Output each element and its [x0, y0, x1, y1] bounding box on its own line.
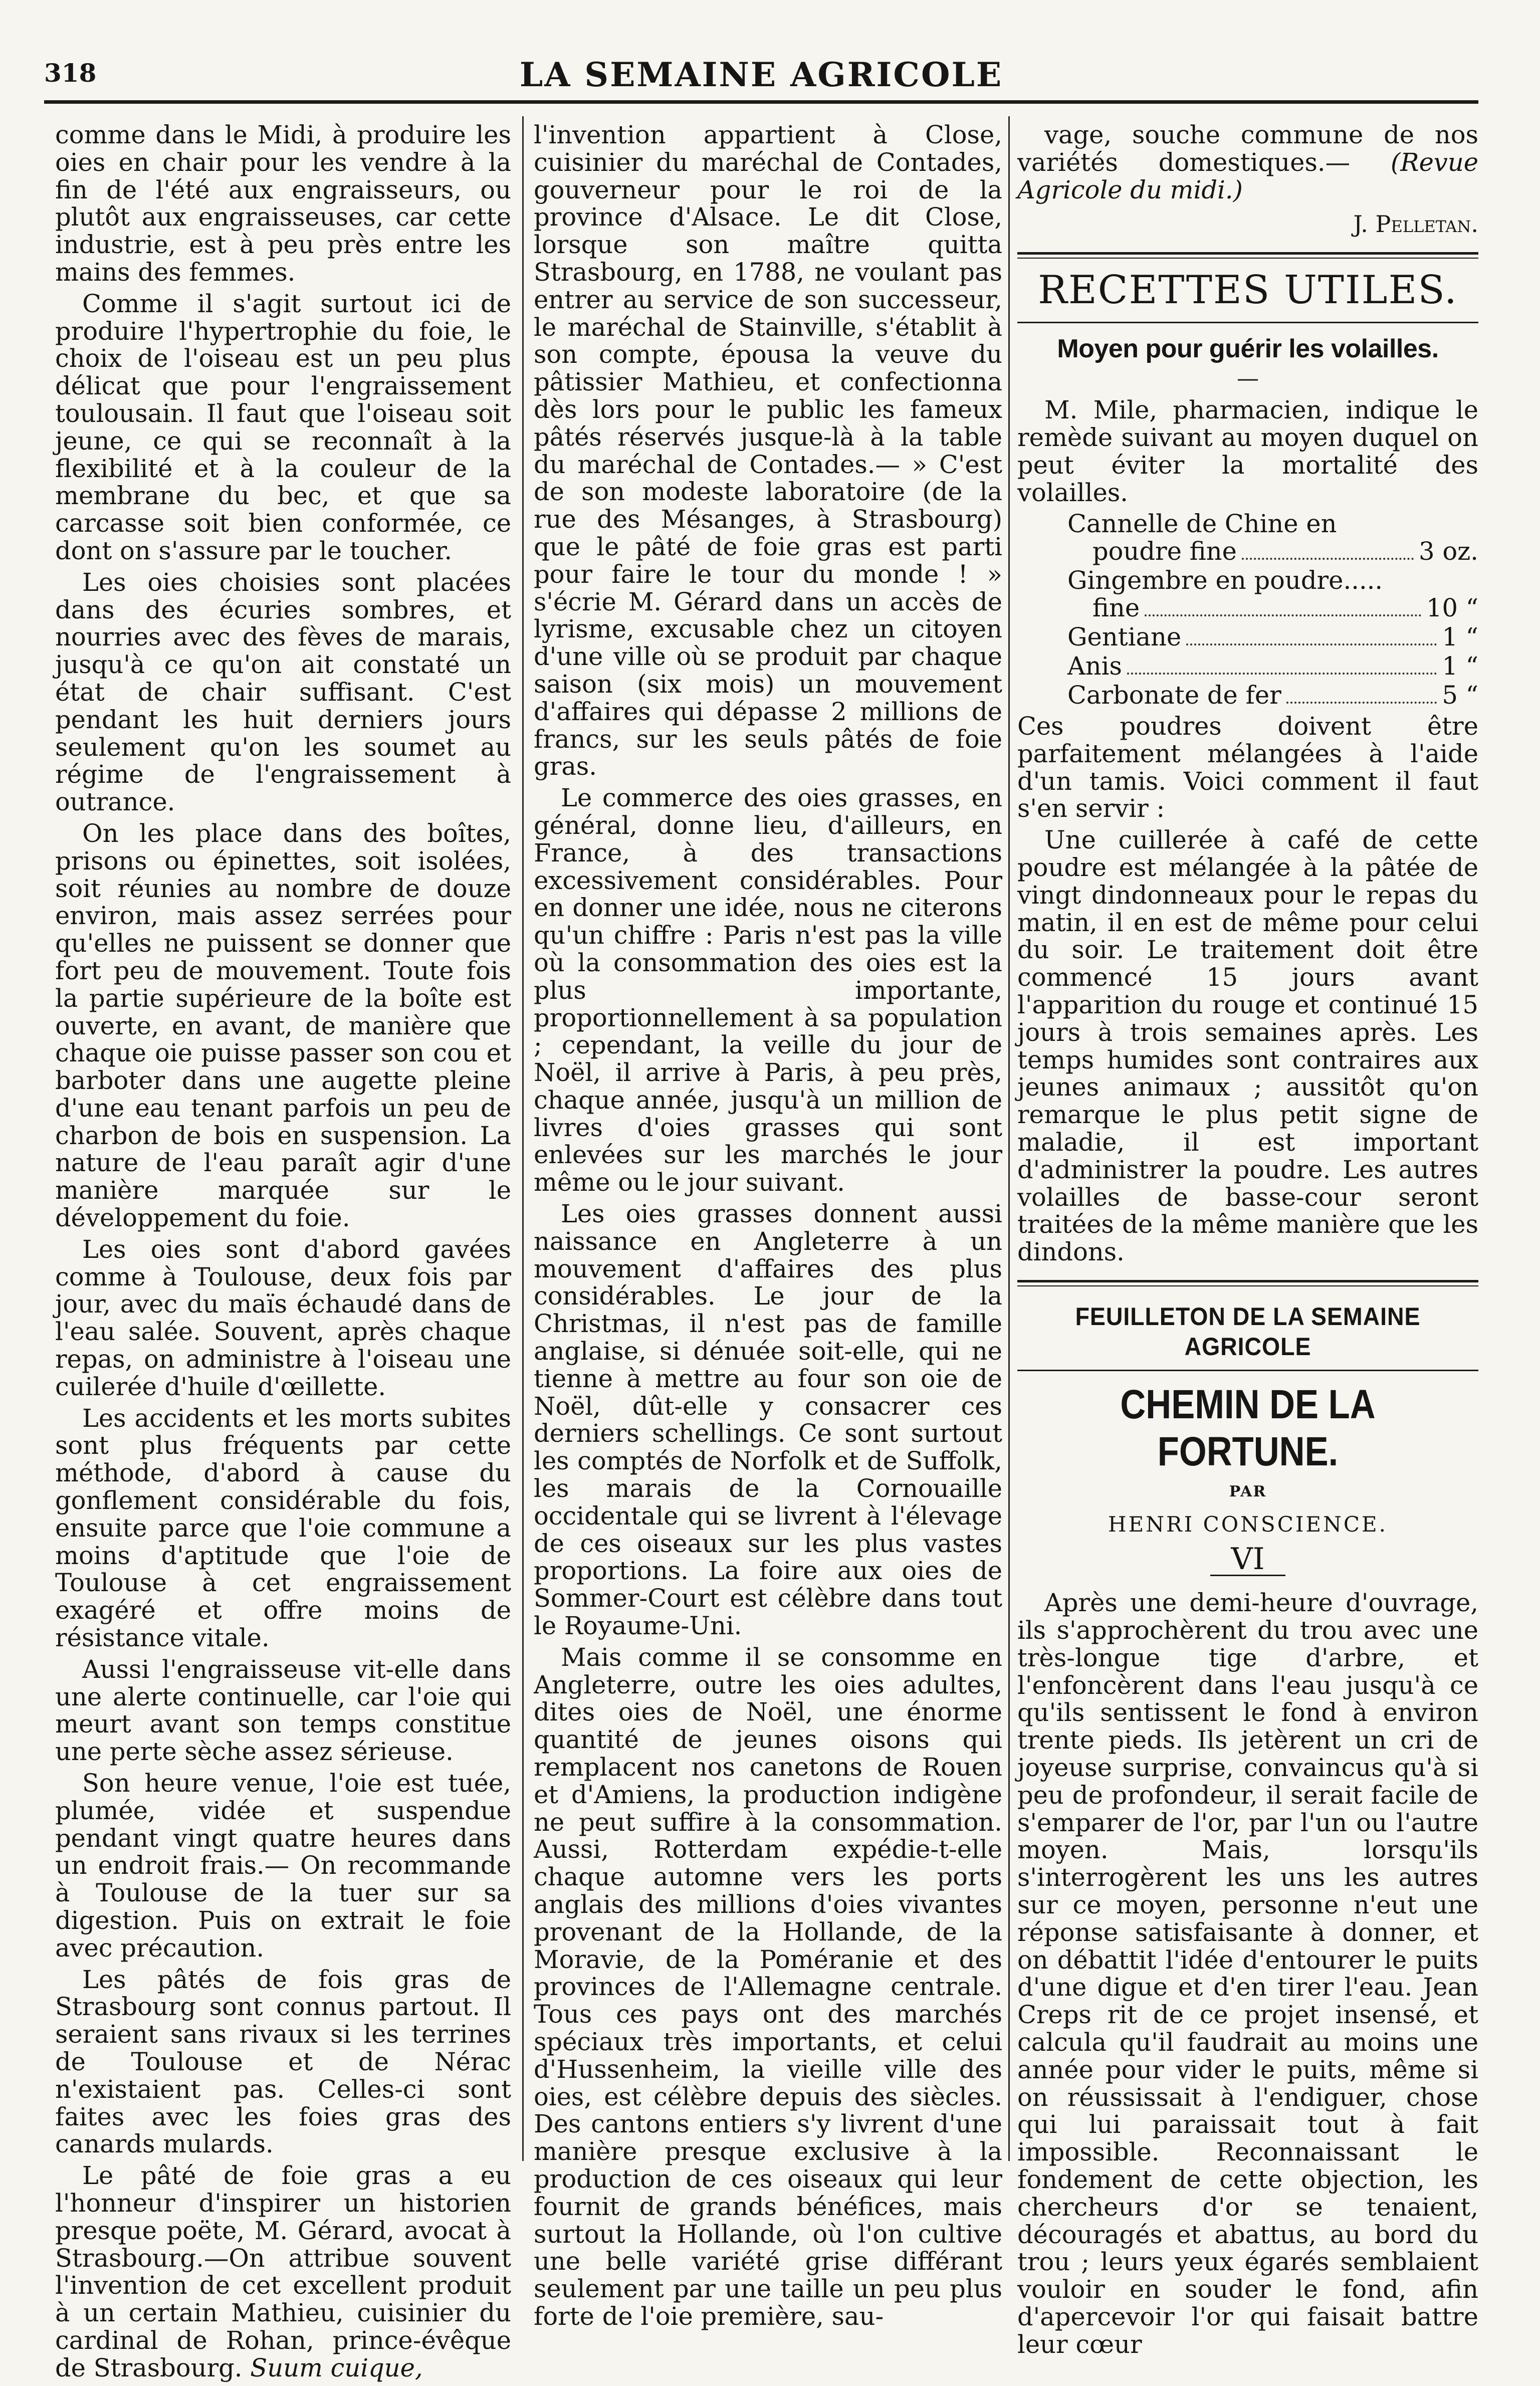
section-divider — [1017, 252, 1478, 259]
journal-title: LA SEMAINE AGRICOLE — [519, 55, 1003, 94]
paragraph-text: vage, souche commune de nos variétés domestiques.— — [1017, 120, 1478, 177]
ingredient-quantity: 10 “ — [1426, 593, 1478, 622]
ingredient-quantity: 5 “ — [1442, 680, 1478, 710]
ingredient-quantity: 3 oz. — [1419, 537, 1478, 566]
paragraph: comme dans le Midi, à produire les oies en chair pour les vendre à la fin de l'été aux engraisseurs, ou plutôt aux engraisseuses, car cette industrie, est à peu près entre les mains des femmes. — [55, 120, 511, 287]
ingredient-name: poudre fine — [1092, 537, 1237, 566]
paragraph: Les pâtés de fois gras de Strasbourg sont connus partout. Il seraient sans rivaux si les terrines de Toulouse et de Nérac n'existaient pas. Celles-ci sont faites avec les foies gras des canards mulards. — [55, 1965, 511, 2159]
paragraph-text: Le pâté de foie gras a eu l'honneur d'inspirer un historien presque poëte, M. Gérard, avocat à Strasbourg.—On attribue souvent l'invention de cet excellent produit à un certain Mathieu, cuisinier du cardinal de Rohan, prince-évêque de Strasbourg. — [55, 2161, 511, 2382]
leader-dots — [1286, 702, 1437, 704]
page-header — [44, 55, 1478, 98]
paragraph: Les accidents et les morts subites sont plus fréquents par cette méthode, d'abord à cause du gonflement considérable du fois, ensuite parce que l'oie commune a moins d'aptitude que l'oie de Toulouse à cet engraissement exagéré et offre moins de résistance vitale. — [55, 1403, 511, 1653]
paragraph: Aussi l'engraisseuse vit-elle dans une alerte continuelle, car l'oie qui meurt avant son temps constitue une perte sèche assez sérieuse. — [55, 1654, 511, 1767]
ingredient-list — [1017, 510, 1478, 711]
feuilleton-label: FEUILLETON DE LA SEMAINE AGRICOLE — [1075, 1302, 1421, 1361]
section-divider — [1017, 1370, 1478, 1371]
page-number: 318 — [44, 58, 97, 88]
column-divider — [522, 116, 524, 2161]
paragraph: Ces poudres doivent être parfaitement mélangées à l'aide d'un tamis. Voici comment il faut s'en servir : — [1017, 711, 1478, 823]
header-rule — [44, 100, 1478, 104]
ingredient-row — [1017, 594, 1478, 623]
paragraph: Le commerce des oies grasses, en général, donne lieu, d'ailleurs, en France, à des transactions excessivement considérables. Pour en donner une idée, nous ne citerons qu'un chiffre : Paris n'est pas la ville où la consommation des oies est la plus importante, proportionnellement à sa population ; cependant, la veille du jour de Noël, il arrive à Paris, à peu près, chaque année, jusqu'à un million de livres d'oies grasses qui sont enlevées sur les marchés le jour même ou le jour suivant. — [534, 783, 1002, 1197]
novel-author: HENRI CONSCIENCE. — [1108, 1511, 1388, 1537]
source-citation: (Revue Agricole du midi.) — [1017, 147, 1478, 204]
paragraph: l'invention appartient à Close, cuisinier du maréchal de Contades, gouverneur pour le roi de la province d'Alsace. Le dit Close, lorsque son maître quitta Strasbourg, en 1788, ne voulant pas entrer au service de son successeur, le maréchal de Stainville, s'établit à son compte, épousa la veuve du pâtissier Mathieu, et confectionna dès lors pour le public les fameux pâtés réservés jusque-là à la table du maréchal de Contades.— » C'est de son modeste laboratoire (de la rue des Mésanges, à Strasbourg) que le pâté de foie gras est parti pour faire le tour du monde ! » s'écrie M. Gérard dans un accès de lyrisme, excusable chez un citoyen d'une ville où se produit par chaque saison (six mois) un mouvement d'affaires qui dépasse 2 millions de francs, sur les seuls pâtés de foie gras. — [534, 120, 1002, 781]
leader-dots — [1127, 673, 1437, 675]
column-divider — [1008, 116, 1010, 2161]
paragraph: Les oies sont d'abord gavées comme à Toulouse, deux fois par jour, avec du maïs échaudé dans de l'eau salée. Souvent, après chaque repas, on administre à l'oiseau une cuilerée d'huile d'œillette. — [55, 1234, 511, 1401]
leader-dots — [1242, 558, 1414, 560]
author-signature: J. Pelletan. — [1353, 210, 1478, 238]
column-2 — [534, 121, 1002, 2334]
ingredient-quantity: 1 “ — [1442, 651, 1478, 681]
ingredient-name-line: Gingembre en poudre..... — [1067, 566, 1383, 595]
paragraph: Après une demi-heure d'ouvrage, ils s'approchèrent du trou avec une très-longue tige d'arbre, et l'enfoncèrent dans l'eau jusqu'à ce qu'ils sentissent le fond à environ trente pieds. Ils jetèrent un cri de joyeuse surprise, convaincus qu'à si peu de profondeur, il serait facile de s'emparer de l'or, par l'un ou l'autre moyen. Mais, lorsqu'ils s'interrogèrent les uns les autres sur ce moyen, personne n'eut une réponse satisfaisante à donner, et on débattit l'idée d'entourer le puits d'une digue et d'en tirer l'eau. Jean Creps rit de ce projet insensé, et calcula qu'il faudrait au moins une année pour vider le puits, même si on réussissait à l'endiguer, chose qui lui paraissait tout à fait impossible. Reconnaissant le fondement de cette objection, les chercheurs d'or se tenaient, découragés et abattus, au bord du trou ; leurs yeux égarés semblaient vouloir en souder le fond, afin d'apercevoir l'or qui faisait battre leur cœur — [1017, 1588, 1478, 2359]
paragraph — [1017, 121, 1478, 203]
leader-dots — [1145, 614, 1421, 616]
ingredient-name: Gentiane — [1067, 622, 1182, 652]
chapter-number: VI — [1231, 1541, 1265, 1577]
column-3 — [1017, 121, 1478, 2362]
ingredient-quantity: 1 “ — [1442, 622, 1478, 652]
ingredient-row — [1017, 623, 1478, 653]
leader-dots — [1186, 643, 1437, 645]
paragraph: Les oies choisies sont placées dans des écuries sombres, et nourries avec des fèves de marais, jusqu'à ce qu'on ait constaté un état de chair suffisant. C'est pendant les huit derniers jours seulement qu'on les soumet au régime de l'engraissement à outrance. — [55, 567, 511, 817]
paragraph: Les oies grasses donnent aussi naissance en Angleterre à un mouvement d'affaires des plus considérables. Le jour de la Christmas, il n'est pas de famille anglaise, si dénuée soit-elle, qui ne tienne à mettre au four son oie de Noël, dût-elle y consacrer ces derniers schellings. Ce sont surtout les comptés de Norfolk et de Suffolk, les marais de la Cornouaille occidentale qui se livrent à l'élevage de ces oiseaux sur les plus vastes proportions. La foire aux oies de Sommer-Court est célèbre dans tout le Royaume-Uni. — [534, 1199, 1002, 1641]
dash-separator: — — [1237, 366, 1259, 392]
paragraph: Une cuillerée à café de cette poudre est mélangée à la pâtée de vingt dindonneaux pour le repas du matin, il en est de même pour celui du soir. Le traitement doit être commencé 15 jours avant l'apparition du rouge et continué 15 jours à trois semaines après. Les temps humides sont contraires aux jeunes animaux ; aussitôt qu'on remarque le plus petit signe de maladie, il est important d'administrer la poudre. Les autres volailles de basse-cour seront traitées de la même manière que les dindons. — [1017, 825, 1478, 1267]
ingredient-row — [1017, 682, 1478, 711]
by-label: PAR — [1229, 1482, 1267, 1500]
novel-title: CHEMIN DE LA FORTUNE. — [1120, 1381, 1376, 1474]
article-title: Moyen pour guérir les volailles. — [1057, 334, 1439, 364]
ingredient-name-line: Cannelle de Chine en — [1067, 509, 1337, 539]
paragraph: Son heure venue, l'oie est tuée, plumée, vidée et suspendue pendant vingt quatre heures dans un endroit frais.— On recommande à Toulouse de la tuer sur sa digestion. Puis on extrait le foie avec précaution. — [55, 1769, 511, 1963]
ingredient-name: Anis — [1067, 651, 1122, 681]
column-1 — [55, 121, 511, 2386]
ingredient-name: Carbonate de fer — [1067, 680, 1281, 710]
paragraph — [55, 2162, 511, 2381]
ingredient-row — [1017, 653, 1478, 682]
section-title: RECETTES UTILES. — [1038, 268, 1458, 313]
ingredient-row — [1017, 538, 1478, 567]
section-divider — [1017, 322, 1478, 323]
ingredient-name: fine — [1092, 593, 1140, 622]
paragraph: M. Mile, pharmacien, indique le remède suivant au moyen duquel on peut éviter la mortalité des volailles. — [1017, 395, 1478, 507]
paragraph: On les place dans des boîtes, prisons ou épinettes, soit isolées, soit réunies au nombre de douze environ, mais assez serrées pour qu'elles ne puissent se donner que fort peu de mouvement. Toute fois la partie supérieure de la boîte est ouverte, en avant, de manière que chaque oie puisse passer son cou et barboter dans une augette pleine d'une eau tenant parfois un peu de charbon de bois en suspension. La nature de l'eau paraît agir d'une manière marquée sur le développement du foie. — [55, 818, 511, 1233]
section-divider — [1017, 1280, 1478, 1286]
paragraph: Comme il s'agit surtout ici de produire l'hypertrophie du foie, le choix de l'oiseau est un peu plus délicat que pour l'engraissement toulousain. Il faut que l'oiseau soit jeune, ce qui se reconnaît à la flexibilité et à la couleur de la membrane du bec, et que sa carcasse soit bien conformée, ce dont on s'assure par le toucher. — [55, 289, 511, 565]
paragraph: Mais comme il se consomme en Angleterre, outre les oies adultes, dites oies de Noël, une énorme quantité de jeunes oisons qui remplacent nos canetons de Rouen et d'Amiens, la production indigène ne peut suffire à la consommation. Aussi, Rotterdam expédie-t-elle chaque automne vers les ports anglais des millions d'oies vivantes provenant de la Hollande, de la Moravie, de la Poméranie et des provinces de l'Allemagne centrale. Tous ces pays ont des marchés spéciaux très importants, et celui d'Hussenheim, la vieille ville des oies, est célèbre depuis des siècles. Des cantons entiers s'y livrent d'une manière presque exclusive à la production de ces oiseaux qui leur fournit de grands bénéfices, mais surtout la Hollande, où l'on cultive une belle variété grise différant seulement par une taille un peu plus forte de l'oie première, sau- — [534, 1642, 1002, 2331]
latin-phrase: Suum cuique, — [250, 2353, 423, 2382]
